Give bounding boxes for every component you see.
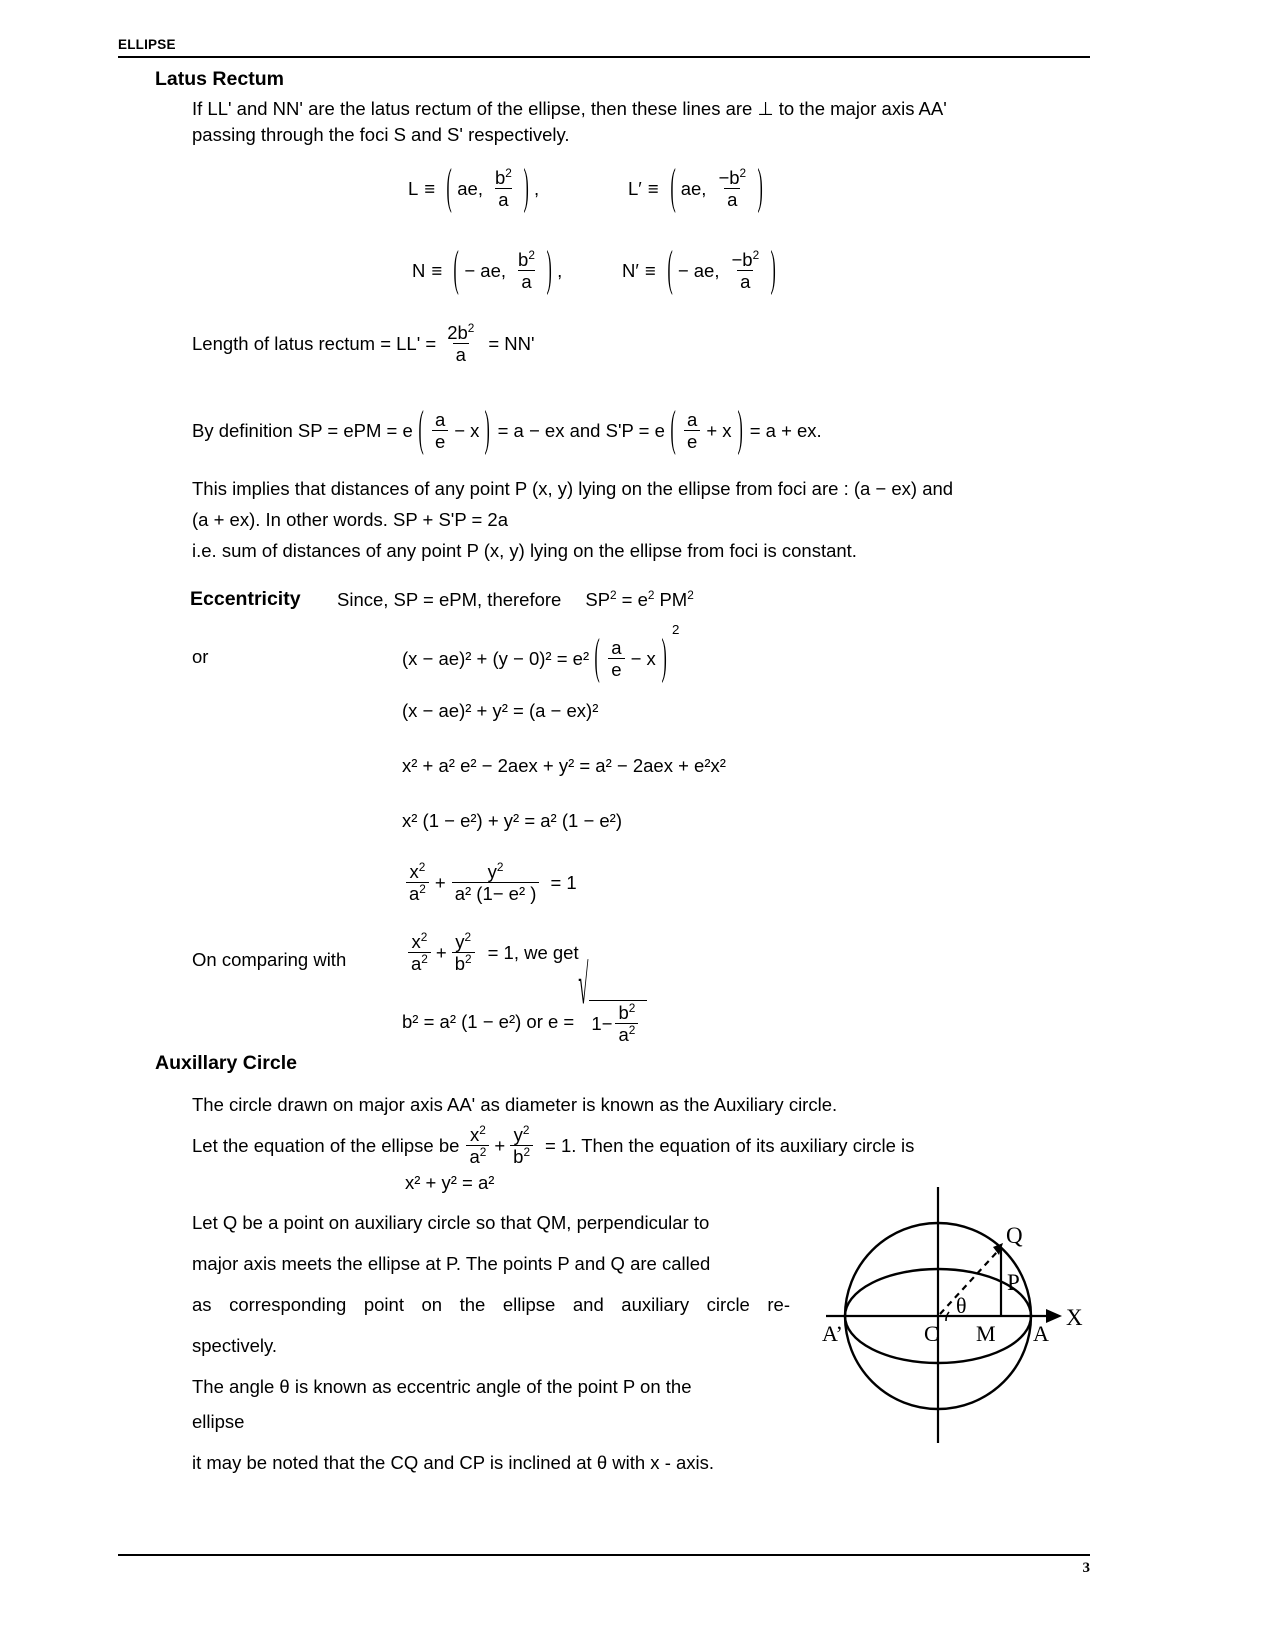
compare-tail: = 1, we get — [487, 941, 579, 963]
eq1-fraction — [608, 638, 624, 680]
auxillary-para-line-3: as corresponding point on the ellipse and auxiliary circle re- — [192, 1294, 790, 1315]
paren-close-icon: ) — [757, 161, 763, 216]
heading-latus-rectum: Latus Rectum — [155, 68, 284, 90]
radical-icon: √ — [578, 958, 589, 1019]
point-L-equiv: ≡ — [424, 177, 436, 199]
point-L-denominator: a — [495, 188, 511, 209]
point-L-numerator: $b^2$ — [494, 165, 512, 188]
by-def-inner-1: − x — [454, 419, 480, 441]
point-L-label: L — [408, 177, 419, 199]
by-def-den-1: e — [432, 430, 448, 451]
point-N-numerator: $b^2$ — [518, 247, 535, 270]
label-theta: θ — [956, 1293, 967, 1318]
auxillary-para-line-4: spectively. — [192, 1335, 277, 1356]
label-X-axis: X — [1066, 1305, 1083, 1330]
final-eq-prefix: b² = a² (1 − e²) or e = — [402, 1011, 575, 1033]
eq5-den-2: a² (1− e² ) — [452, 882, 540, 903]
compare-den-1: $a^2$ — [408, 952, 431, 973]
latus-length-fraction — [444, 320, 477, 366]
paren-open-icon: ( — [594, 631, 600, 686]
compare-den-2: $b^2$ — [452, 952, 475, 973]
eq1-left: (x − ae)² + (y − 0)² = e² — [402, 647, 590, 669]
point-N-label: N — [412, 259, 426, 281]
auxillary-den-2: $b^2$ — [510, 1145, 533, 1166]
ellipse-auxiliary-circle-diagram — [818, 1185, 1088, 1445]
point-N-x: − ae, — [464, 259, 507, 281]
point-N-denominator: a — [518, 270, 534, 291]
final-sqrt-num: $b^2$ — [618, 1000, 636, 1023]
point-Lprime-denominator: a — [724, 188, 740, 209]
since-e-squared: = $e^2$ — [621, 587, 655, 610]
page-header — [118, 38, 1090, 58]
auxillary-plus: + — [494, 1134, 506, 1156]
eq5-fraction-1 — [406, 859, 429, 905]
latus-rectum-intro-line-2: passing through the foci S and S' respectively. — [192, 124, 570, 145]
eq5-plus: + — [434, 871, 446, 893]
segment-CQ-dashed — [940, 1252, 997, 1314]
point-Nprime-equiv: ≡ — [644, 259, 656, 281]
paren-open-icon: ( — [670, 161, 676, 216]
point-N-fraction — [515, 247, 538, 293]
label-M: M — [976, 1321, 996, 1346]
auxillary-line2-a: Let the equation of the ellipse be — [192, 1134, 460, 1156]
paren-close-icon: ) — [546, 243, 552, 298]
eccentricity-equation-4: x² (1 − e²) + y² = a² (1 − e²) — [402, 810, 623, 831]
point-Lprime-numerator: $-b^2$ — [718, 165, 747, 188]
since-sp-squared: $SP^2$ — [585, 587, 617, 610]
eq1-inner: − x — [630, 647, 656, 669]
heading-auxillary-circle: Auxillary Circle — [155, 1052, 297, 1074]
label-A-prime: A’ — [822, 1321, 843, 1346]
latus-rectum-intro-line-1: If LL' and NN' are the latus rectum of the ellipse, then these lines are ⊥ to the major axis AA' — [192, 98, 947, 119]
by-definition-fraction-1 — [432, 410, 448, 452]
paren-close-icon: ) — [661, 631, 667, 686]
paren-close-icon: ) — [484, 403, 491, 458]
paren-open-icon: ( — [453, 243, 459, 298]
point-Lprime-fraction — [715, 165, 749, 211]
auxillary-para-line-7: it may be noted that the CQ and CP is inclined at θ with x - axis. — [192, 1452, 715, 1473]
by-definition-fraction-2 — [684, 410, 700, 452]
since-pm-squared: $PM^2$ — [659, 587, 694, 610]
auxillary-para-line-5: The angle θ is known as eccentric angle of the point P on the — [192, 1376, 692, 1397]
point-L-fraction — [492, 165, 515, 211]
point-Lprime-label: L′ — [628, 177, 642, 199]
point-N-formula — [412, 243, 563, 298]
by-definition-mid: = a − ex and S'P = e — [497, 419, 665, 441]
point-N-equiv: ≡ — [431, 259, 443, 281]
paren-open-icon: ( — [446, 161, 452, 216]
eccentricity-equation-3: x² + a² e² − 2aex + y² = a² − 2aex + e²x² — [402, 755, 726, 776]
paren-open-icon: ( — [667, 243, 673, 298]
header-divider — [118, 56, 1090, 58]
eccentricity-since-line — [337, 589, 694, 611]
compare-num-2: $y^2$ — [455, 929, 472, 952]
paren-open-icon: ( — [418, 403, 424, 458]
by-def-num-2: a — [687, 409, 698, 430]
since-text-1: Since, SP = ePM, therefore — [337, 589, 562, 610]
point-Nprime-label: N′ — [622, 259, 639, 281]
point-L-formula — [408, 161, 540, 216]
eq5-fraction-2 — [452, 859, 540, 905]
auxillary-para-line-2: major axis meets the ellipse at P. The points P and Q are called — [192, 1253, 711, 1274]
latus-length-prefix: Length of latus rectum = LL' = — [192, 332, 437, 354]
compare-num-1: $x^2$ — [411, 929, 428, 952]
heading-eccentricity: Eccentricity — [190, 588, 301, 610]
point-L-x: ae, — [457, 177, 483, 199]
or-label: or — [192, 646, 209, 667]
standard-ellipse-equation — [405, 929, 579, 975]
eq5-num-1: $x^2$ — [409, 859, 426, 882]
auxillary-circle-equation: x² + y² = a² — [405, 1172, 495, 1193]
eq5-num-2: $y^2$ — [487, 859, 504, 882]
point-Lprime-x: ae, — [680, 177, 707, 199]
auxillary-num-2: $y^2$ — [513, 1122, 530, 1145]
paren-close-icon: ) — [770, 243, 776, 298]
by-definition-formula — [192, 403, 822, 458]
auxillary-num-1: $x^2$ — [469, 1122, 486, 1145]
page-number: 3 — [1082, 1560, 1090, 1576]
point-Nprime-fraction — [728, 247, 762, 293]
radicand — [589, 1000, 647, 1045]
latus-length-denominator: a — [453, 343, 469, 364]
point-Nprime-denominator: a — [737, 270, 753, 291]
auxillary-para-line-1: Let Q be a point on auxiliary circle so that QM, perpendicular to — [192, 1212, 710, 1233]
point-Nprime-numerator: $-b^2$ — [731, 247, 760, 270]
latus-length-suffix: = NN' — [488, 332, 535, 354]
auxillary-ellipse-equation-line — [192, 1122, 915, 1168]
point-L-comma: , — [534, 177, 540, 199]
point-Lprime-formula — [628, 161, 768, 216]
implies-line-2: (a + ex). In other words. SP + S'P = 2a — [192, 509, 508, 530]
auxillary-para-line-6: ellipse — [192, 1411, 245, 1432]
eq5-equals: = 1 — [550, 871, 577, 893]
auxillary-fraction-2 — [510, 1122, 533, 1168]
eq1-denominator: e — [608, 658, 624, 679]
implies-line-3: i.e. sum of distances of any point P (x, y) lying on the ellipse from foci is constant. — [192, 540, 857, 561]
eccentricity-equation-1: (x − ae)² + (y − 0)² = e² ( $\frac{a}{e}$ − x ) 2 — [402, 638, 679, 680]
chapter-title: ELLIPSE — [118, 37, 176, 52]
compare-fraction-2 — [452, 929, 475, 975]
compare-label: On comparing with — [192, 949, 347, 970]
square-root-expression — [578, 958, 647, 1046]
final-sqrt-lead: 1− — [591, 1012, 613, 1034]
auxillary-fraction-1 — [466, 1122, 489, 1168]
paren-open-icon: ( — [670, 403, 676, 458]
eccentricity-equation-2: (x − ae)² + y² = (a − ex)² — [402, 700, 599, 721]
point-Nprime-formula — [622, 243, 781, 298]
point-N-comma: , — [557, 259, 563, 281]
footer-divider — [118, 1554, 1090, 1556]
eq1-numerator: a — [611, 637, 622, 658]
by-def-num-1: a — [434, 409, 446, 430]
implies-line-1: This implies that distances of any point P (x, y) lying on the ellipse from foci are : (a − ex) and — [192, 478, 954, 499]
eccentricity-final-equation — [402, 958, 647, 1046]
label-A: A — [1033, 1321, 1049, 1346]
by-def-inner-2: + x — [706, 419, 732, 441]
by-definition-prefix: By definition SP = ePM = e — [192, 419, 413, 441]
paren-close-icon: ) — [523, 161, 529, 216]
point-Lprime-equiv: ≡ — [647, 177, 659, 199]
eccentricity-equation-5 — [403, 859, 577, 905]
eq5-den-1: $a^2$ — [406, 882, 429, 903]
label-Q: Q — [1006, 1223, 1023, 1248]
by-definition-suffix: = a + ex. — [749, 419, 822, 441]
auxillary-line-1: The circle drawn on major axis AA' as diameter is known as the Auxiliary circle. — [192, 1094, 838, 1115]
final-sqrt-den: $a^2$ — [615, 1023, 638, 1044]
by-def-den-2: e — [684, 430, 700, 451]
point-Nprime-x: − ae, — [677, 259, 720, 281]
compare-fraction-1 — [408, 929, 431, 975]
label-C: C — [924, 1321, 939, 1346]
latus-rectum-length-formula — [192, 320, 535, 366]
auxillary-line2-b: = 1. Then the equation of its auxiliary circle is — [545, 1134, 915, 1156]
final-sqrt-fraction — [615, 1000, 638, 1046]
label-P: P — [1007, 1270, 1020, 1295]
auxillary-den-1: $a^2$ — [466, 1145, 489, 1166]
latus-length-numerator: $2b^2$ — [447, 320, 475, 343]
paren-close-icon: ) — [736, 403, 743, 458]
compare-plus: + — [435, 941, 447, 963]
